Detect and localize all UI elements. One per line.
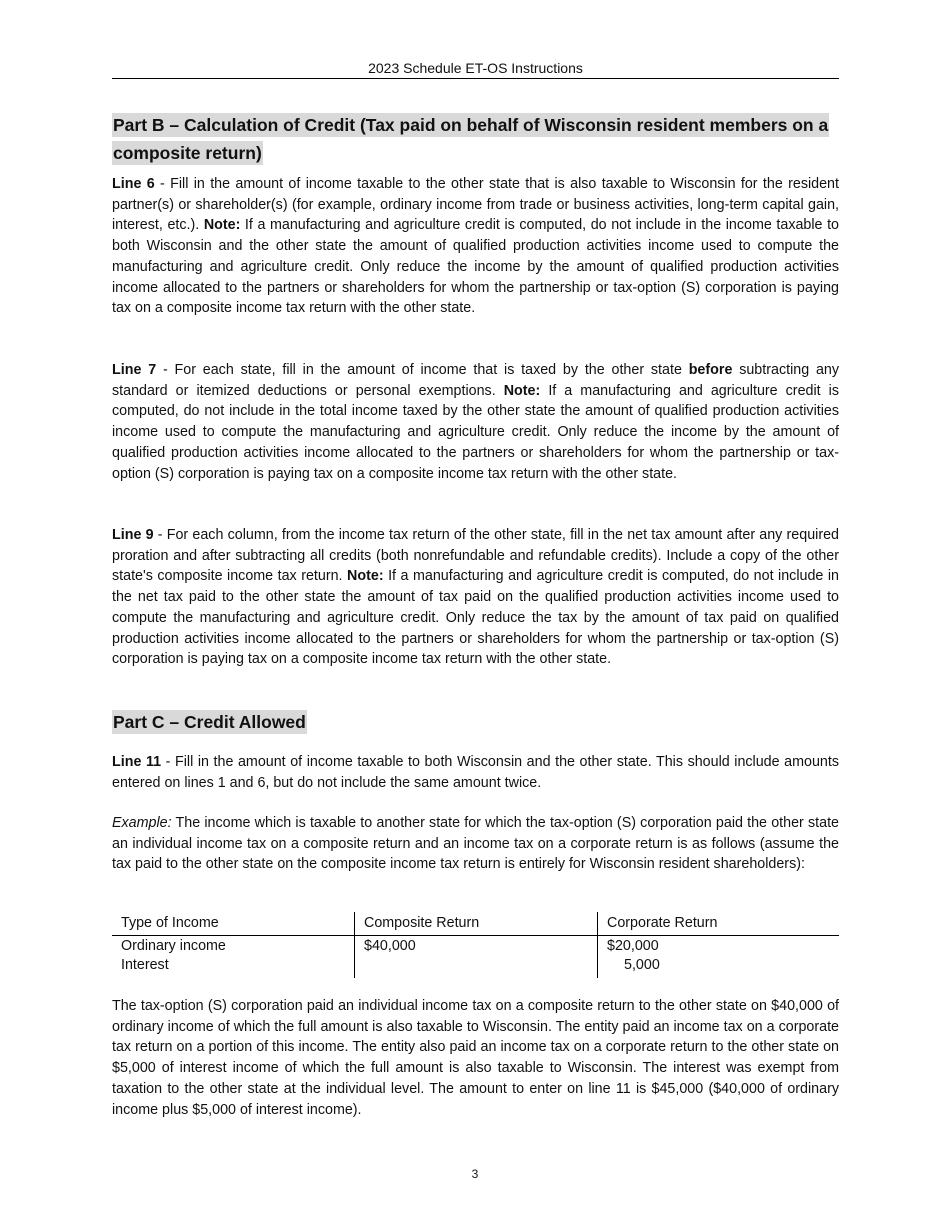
- income-table-body: [112, 935, 839, 978]
- example-paragraph: [112, 813, 839, 875]
- line-11-paragraph: [112, 752, 839, 793]
- part-b-heading-block: [112, 111, 839, 167]
- line-9-text-1: - For each column, from the income tax return of the other state, fill in the net tax amount after any required proration and after subtracting all credits (both nonrefundable and refundable credits). Include a copy of the other state's composite income tax return.: [112, 527, 839, 585]
- part-c-heading-block: [112, 708, 839, 736]
- part-b-heading: Part B – Calculation of Credit (Tax paid on behalf of Wisconsin resident members on a composite return): [113, 115, 829, 163]
- line-9-label: Line 9: [112, 527, 154, 543]
- part-c-heading: Part C – Credit Allowed: [113, 712, 306, 732]
- income-table: [112, 912, 839, 978]
- line-7-before: before: [688, 362, 733, 378]
- line-7-note-label: Note:: [503, 382, 541, 399]
- line-7-text-3: If a manufacturing and agriculture credit is computed, do not include in the total income taxed by the other state the amount of qualified production activities income used to compute the manufacturing and agriculture credit. Only reduce the income by the amount of qualified production activities income allocated to the partners or shareholders for whom the partnership or tax-option (S) corporation is paying tax on a composite income tax return with the other state.: [112, 382, 839, 482]
- line-6-note-label: Note:: [203, 217, 241, 234]
- type-cell: [112, 935, 355, 978]
- header-type-of-income: Type of Income: [112, 912, 355, 935]
- income-table-header-row: [112, 912, 839, 935]
- corporate-cell: [598, 935, 840, 978]
- example-text: The income which is taxable to another state for which the tax-option (S) corporation paid the other state an individual income tax on a composite return and an income tax on a corporate return is as follows (assume the tax paid to the other state on the composite income tax return is entirely for Wisconsin resident shareholders):: [112, 815, 839, 873]
- line-7-text-1: - For each state, fill in the amount of income that is taxed by the other state: [156, 362, 689, 378]
- composite-cell: [355, 935, 598, 978]
- composite-ordinary-income: $40,000: [364, 937, 416, 954]
- line-9-paragraph: [112, 525, 839, 670]
- closing-paragraph: The tax-option (S) corporation paid an individual income tax on a composite return to the other state on $40,000 of ordinary income of which the full amount is also taxable to Wisconsin. The entity paid an income tax on a corporate tax return on a portion of this income. The entity also paid an income tax on a corporate return to the other state on $5,000 of interest income of which the full amount is also taxable to Wisconsin. The interest was exempt from taxation to the other state at the individual level. The amount to enter on line 11 is $45,000 ($40,000 of ordinary income plus $5,000 of interest income).: [112, 998, 839, 1118]
- type-ordinary-income: Ordinary income: [121, 937, 226, 954]
- header-composite-return: Composite Return: [355, 912, 598, 935]
- line-11-label: Line 11: [112, 754, 162, 770]
- page-number: 3: [471, 1167, 479, 1181]
- corporate-ordinary-income: $20,000: [607, 937, 659, 954]
- line-11-text: - Fill in the amount of income taxable to both Wisconsin and the other state. This should include amounts entered on lines 1 and 6, but do not include the same amount twice.: [112, 754, 839, 791]
- line-7-label: Line 7: [112, 362, 157, 378]
- running-header: 2023 Schedule ET-OS Instructions: [112, 60, 839, 79]
- line-7-text-2: subtracting any standard or itemized deductions or personal exemptions.: [112, 362, 839, 399]
- line-6-paragraph: [112, 174, 839, 319]
- example-label: Example:: [112, 815, 172, 831]
- line-9-text-2: If a manufacturing and agriculture credit is computed, do not include in the net tax paid to the other state the amount of tax paid on the qualified production activities income used to compute the manufacturing and agriculture credit. Only reduce the tax by the amount of tax paid on qualified production activities income allocated to the partners or shareholders for whom the partnership or tax-option (S) corporation is paying tax on a composite income tax return with the other state.: [112, 568, 839, 668]
- corporate-interest: 5,000: [624, 957, 660, 973]
- line-9-note-label: Note:: [347, 568, 384, 585]
- line-6-text-1: - Fill in the amount of income taxable to the other state that is also taxable to Wisconsin for the resident partner(s) or shareholder(s) (for example, ordinary income from trade or business activities, long-term capital gain, interest, etc.).: [112, 176, 839, 234]
- line-7-paragraph: [112, 360, 839, 484]
- line-6-text-2: If a manufacturing and agriculture credit is computed, do not include in the income taxable to both Wisconsin and the other state the amount of qualified production activities income used to compute the manufacturing and agriculture credit. Only reduce the income by the amount of qualified production activities income allocated to the partners or shareholders for whom the partnership or tax-option (S) corporation is paying tax on a composite income tax return with the other state.: [112, 217, 840, 317]
- type-interest: Interest: [121, 957, 169, 973]
- line-6-label: Line 6: [112, 176, 155, 192]
- header-corporate-return: Corporate Return: [598, 912, 840, 935]
